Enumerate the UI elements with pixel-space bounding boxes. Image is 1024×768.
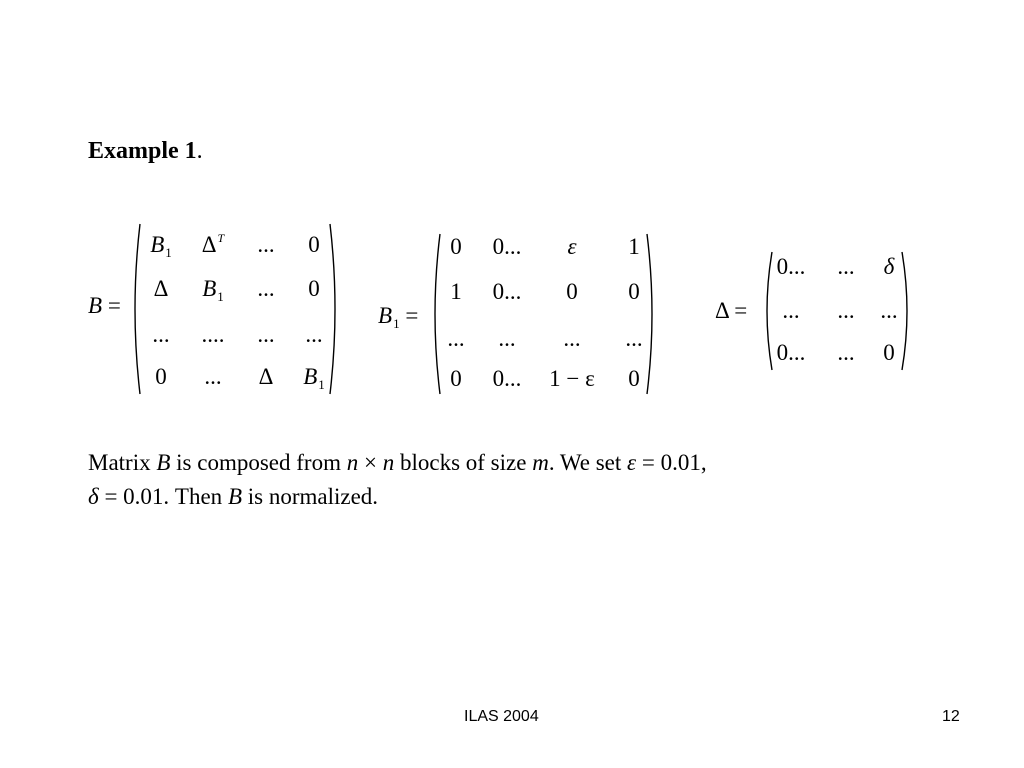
slide-heading (88, 138, 203, 165)
matrix-b-cell-r3c4 (282, 322, 346, 348)
matrix-b1-lhs-var: B (378, 303, 393, 328)
cell-value: ... (257, 232, 275, 257)
matrix-b1-lhs-eq: = (399, 303, 419, 328)
cell-superscript: T (217, 231, 225, 245)
text-run: blocks of size (394, 450, 533, 475)
matrix-b-lhs (88, 293, 121, 319)
matrix-b1-cell-r4c4 (602, 366, 666, 392)
cell-value: 1 (628, 234, 640, 259)
heading-tail: . (196, 138, 203, 164)
matrix-b1-cell-r2c4 (602, 279, 666, 305)
cell-value: ... (152, 322, 170, 347)
cell-value: Δ (201, 232, 217, 257)
var-b: B (156, 450, 171, 475)
matrix-b-lhs-var: B (88, 293, 103, 318)
matrix-b1-cell-r3c3 (540, 326, 604, 352)
text-run: is normalized. (242, 484, 379, 509)
cell-value: 0 (883, 340, 895, 365)
cell-value: ε (567, 234, 577, 259)
cell-value: ... (625, 326, 643, 351)
matrix-b1-cell-r4c3 (540, 366, 604, 392)
cell-value: 1 (450, 279, 462, 304)
cell-value: Δ (258, 364, 274, 389)
matrix-b1-cell-r3c4 (602, 326, 666, 352)
page-number: 12 (942, 708, 960, 725)
matrix-b1-cell-r1c3 (540, 234, 604, 260)
matrix-delta-lhs-var: Δ (715, 298, 729, 323)
text-run: is composed from (170, 450, 347, 475)
cell-value: ... (447, 326, 465, 351)
cell-value: 0... (776, 340, 806, 365)
cell-value: 0... (492, 279, 522, 304)
matrix-b1-cell-r2c3 (540, 279, 604, 305)
cell-value: 0 (566, 279, 578, 304)
matrix-delta-lhs-eq: = (728, 298, 748, 323)
cell-value: 0 (450, 366, 462, 391)
var-delta: δ (88, 484, 99, 509)
text-run: Matrix (88, 450, 157, 475)
cell-value: 0... (492, 366, 522, 391)
times-sign: × (358, 450, 383, 475)
var-n: n (346, 450, 359, 475)
cell-subscript: 1 (318, 377, 325, 392)
var-n: n (382, 450, 395, 475)
matrix-b-cell-r4c4 (282, 364, 346, 393)
var-epsilon: ε (627, 450, 637, 475)
matrix-b-lhs-eq: = (102, 293, 121, 318)
description-line-1 (88, 446, 707, 480)
text-run: . We set (548, 450, 628, 475)
cell-subscript: 1 (165, 245, 172, 260)
cell-value: 1 − ε (549, 366, 595, 391)
text-run: = 0.01. Then (98, 484, 228, 509)
cell-value: ... (837, 254, 855, 279)
cell-value: ... (880, 298, 898, 323)
footer-center: ILAS 2004 (464, 708, 539, 725)
heading-bold: Example 1 (88, 138, 197, 164)
matrix-b1-lhs (378, 303, 418, 329)
cell-value: ... (782, 298, 800, 323)
cell-value: ... (498, 326, 516, 351)
cell-value: 0 (628, 279, 640, 304)
matrix-delta-lhs (715, 298, 747, 324)
cell-value: 0 (450, 234, 462, 259)
matrix-b1-cell-r1c4 (602, 234, 666, 260)
matrix-b1-cell-r3c2 (475, 326, 539, 352)
cell-value: 0 (628, 366, 640, 391)
cell-value: B (150, 232, 165, 257)
cell-value: B (303, 364, 318, 389)
var-b: B (227, 484, 242, 509)
matrix-delta-cell-r1c3 (857, 254, 921, 280)
cell-value: B (202, 276, 217, 301)
matrix-b1-cell-r4c2 (475, 366, 539, 392)
cell-value: .... (201, 322, 225, 347)
matrix-b1-cell-r2c2 (475, 279, 539, 305)
cell-value: 0 (308, 276, 320, 301)
cell-value: Δ (153, 276, 169, 301)
cell-value: 0... (492, 234, 522, 259)
matrix-b1-cell-r1c2 (475, 234, 539, 260)
cell-value: ... (563, 326, 581, 351)
cell-value: ... (257, 322, 275, 347)
description-line-2 (88, 480, 707, 514)
text-run: = 0.01, (636, 450, 707, 475)
description-paragraph (88, 446, 707, 514)
cell-value: ... (257, 276, 275, 301)
matrix-b1-lhs-sub: 1 (393, 316, 400, 331)
matrix-delta-cell-r3c3 (857, 340, 921, 366)
matrix-delta-cell-r2c3 (857, 298, 921, 324)
cell-value: δ (883, 254, 895, 279)
var-m: m (532, 450, 549, 475)
cell-value: 0 (155, 364, 167, 389)
cell-value: 0... (776, 254, 806, 279)
cell-subscript: 1 (217, 289, 224, 304)
cell-value: ... (837, 340, 855, 365)
cell-value: ... (204, 364, 222, 389)
cell-value: ... (305, 322, 323, 347)
matrix-b-cell-r2c4 (282, 276, 346, 302)
cell-value: 0 (308, 232, 320, 257)
matrix-b-cell-r1c4 (282, 232, 346, 258)
cell-value: ... (837, 298, 855, 323)
